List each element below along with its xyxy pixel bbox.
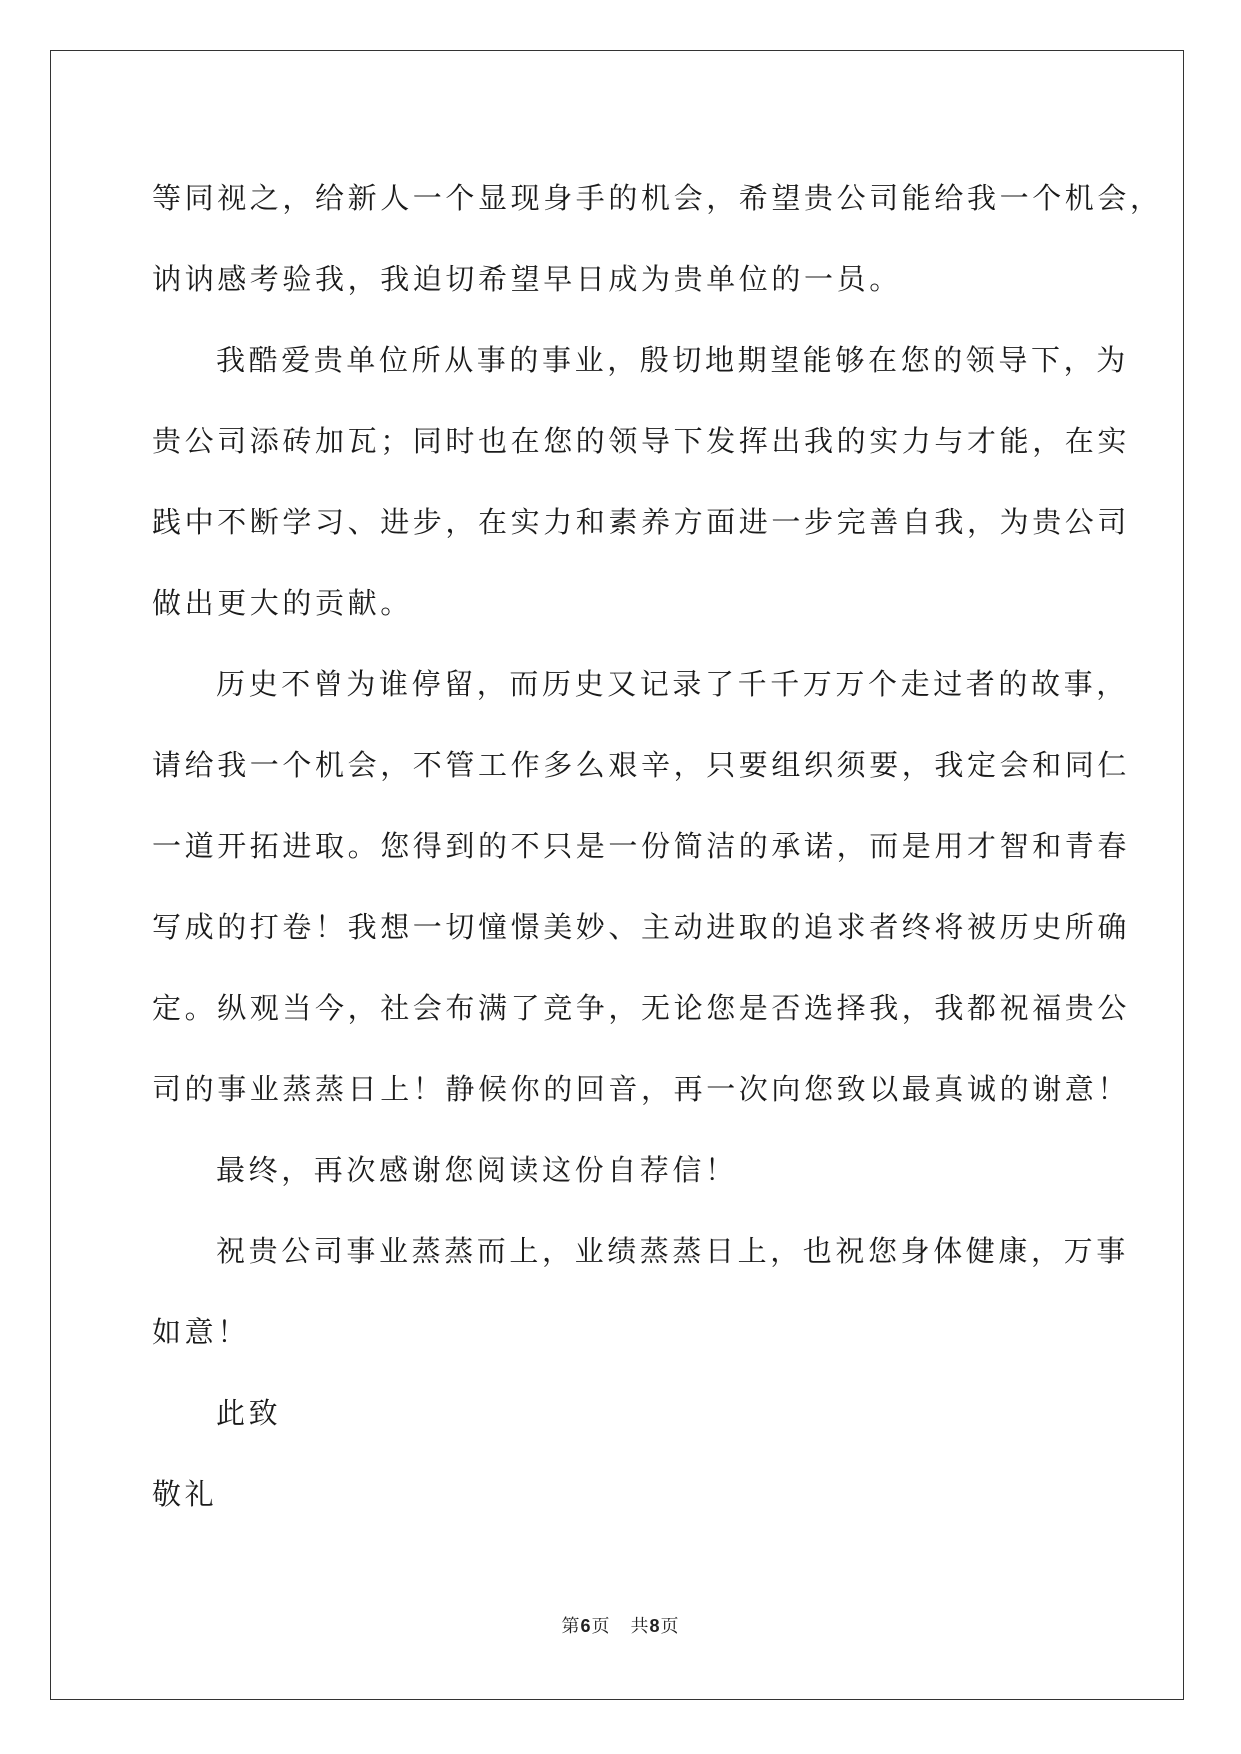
closing-salutation: 此致: [216, 1396, 282, 1430]
page-current: 6: [580, 1616, 592, 1636]
text-line: 写成的打卷！我想一切憧憬美妙、主动进取的追求者终将被历史所确: [152, 910, 1131, 944]
text-line: 如意！: [152, 1315, 250, 1349]
text-line: 祝贵公司事业蒸蒸而上，业绩蒸蒸日上，也祝您身体健康，万事: [216, 1234, 1129, 1268]
text-line: 我酷爱贵单位所从事的事业，殷切地期望能够在您的领导下，为: [216, 343, 1129, 377]
text-line: 等同视之，给新人一个显现身手的机会，希望贵公司能给我一个机会，: [152, 181, 1163, 215]
text-line: 历史不曾为谁停留，而历史又记录了千千万万个走过者的故事，: [216, 667, 1129, 701]
letter-body: [152, 158, 1163, 1535]
text-line: 一道开拓进取。您得到的不只是一份简洁的承诺，而是用才智和青春: [152, 829, 1131, 863]
text-line: 最终，再次感谢您阅读这份自荐信！: [216, 1153, 738, 1187]
text-line: 司的事业蒸蒸日上！静候你的回音，再一次向您致以最真诚的谢意！: [152, 1072, 1131, 1106]
text-line: 请给我一个机会，不管工作多么艰辛，只要组织须要，我定会和同仁: [152, 748, 1131, 782]
page-prefix: 第: [561, 1616, 581, 1637]
text-line: 定。纵观当今，社会布满了竞争，无论您是否选择我，我都祝福贵公: [152, 991, 1131, 1025]
page-suffix: 页: [591, 1616, 611, 1637]
text-line: 做出更大的贡献。: [152, 586, 413, 620]
total-prefix: 共: [630, 1616, 650, 1637]
page-total: 8: [649, 1616, 661, 1636]
text-line: 讷讷感考验我，我迫切希望早日成为贵单位的一员。: [152, 262, 902, 296]
total-suffix: 页: [660, 1616, 680, 1637]
text-line: 贵公司添砖加瓦；同时也在您的领导下发挥出我的实力与才能，在实: [152, 424, 1131, 458]
page-number-footer: [0, 1612, 1241, 1638]
closing-regards: 敬礼: [152, 1477, 218, 1511]
text-line: 践中不断学习、进步，在实力和素养方面进一步完善自我，为贵公司: [152, 505, 1131, 539]
